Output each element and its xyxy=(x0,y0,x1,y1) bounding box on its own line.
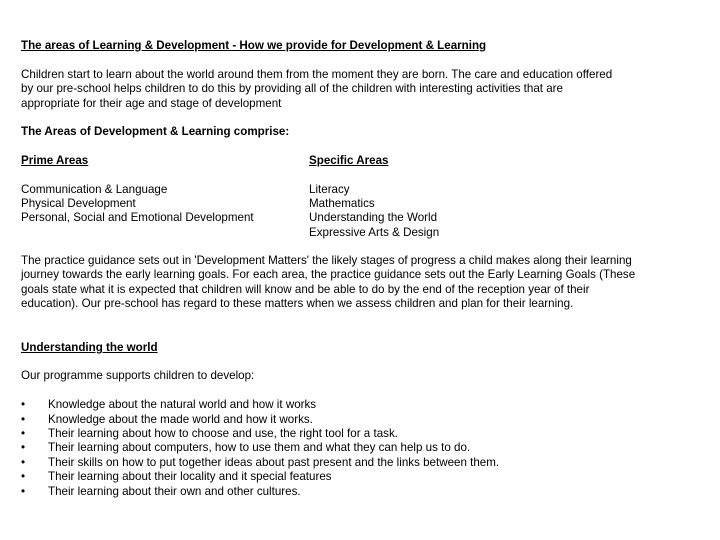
specific-area-item: Understanding the World xyxy=(309,211,438,224)
specific-area-item: Literacy xyxy=(309,183,350,196)
prime-area-item: Physical Development xyxy=(21,197,136,210)
bullet-icon: • xyxy=(21,413,26,426)
bullet-icon: • xyxy=(21,398,26,411)
intro-line: by our pre-school helps children to do this by providing all of the children with interesting activities that are xyxy=(21,82,563,95)
bullet-item: Their skills on how to put together ideas about past present and the links between them. xyxy=(48,456,500,469)
specific-areas-heading: Specific Areas xyxy=(309,154,389,167)
guidance-line: The practice guidance sets out in 'Development Matters' the likely stages of progress a child makes along their learning xyxy=(21,254,632,267)
bullet-icon: • xyxy=(21,456,26,469)
bullet-icon: • xyxy=(21,441,26,454)
bullet-item: Their learning about how to choose and use, the right tool for a task. xyxy=(48,427,398,440)
guidance-line: education). Our pre-school has regard to these matters when we assess children and plan for their learning. xyxy=(21,297,574,310)
bullet-item: Knowledge about the natural world and how it works xyxy=(48,398,317,411)
guidance-line: goals state what it is expected that children will know and be able to do by the end of the reception year of their xyxy=(21,283,590,296)
intro-line: Children start to learn about the world around them from the moment they are born. The care and education offered xyxy=(21,68,613,81)
prime-area-item: Personal, Social and Emotional Development xyxy=(21,211,254,224)
section-intro: Our programme supports children to develop: xyxy=(21,369,255,382)
bullet-item: Their learning about their own and other cultures. xyxy=(48,485,301,498)
bullet-item: Their learning about computers, how to use them and what they can help us to do. xyxy=(48,441,471,454)
bullet-item: Knowledge about the made world and how it works. xyxy=(48,413,313,426)
prime-area-item: Communication & Language xyxy=(21,183,168,196)
section-heading: Understanding the world xyxy=(21,341,158,354)
areas-heading: The Areas of Development & Learning comprise: xyxy=(21,125,290,138)
bullet-icon: • xyxy=(21,470,26,483)
bullet-icon: • xyxy=(21,485,26,498)
document-title: The areas of Learning & Development - How we provide for Development & Learning xyxy=(21,39,487,52)
specific-area-item: Expressive Arts & Design xyxy=(309,226,440,239)
specific-area-item: Mathematics xyxy=(309,197,375,210)
bullet-item: Their learning about their locality and it special features xyxy=(48,470,332,483)
intro-line: appropriate for their age and stage of development xyxy=(21,97,282,110)
bullet-icon: • xyxy=(21,427,26,440)
guidance-line: journey towards the early learning goals. For each area, the practice guidance sets out the Early Learning Goals (These xyxy=(21,268,636,281)
prime-areas-heading: Prime Areas xyxy=(21,154,89,167)
